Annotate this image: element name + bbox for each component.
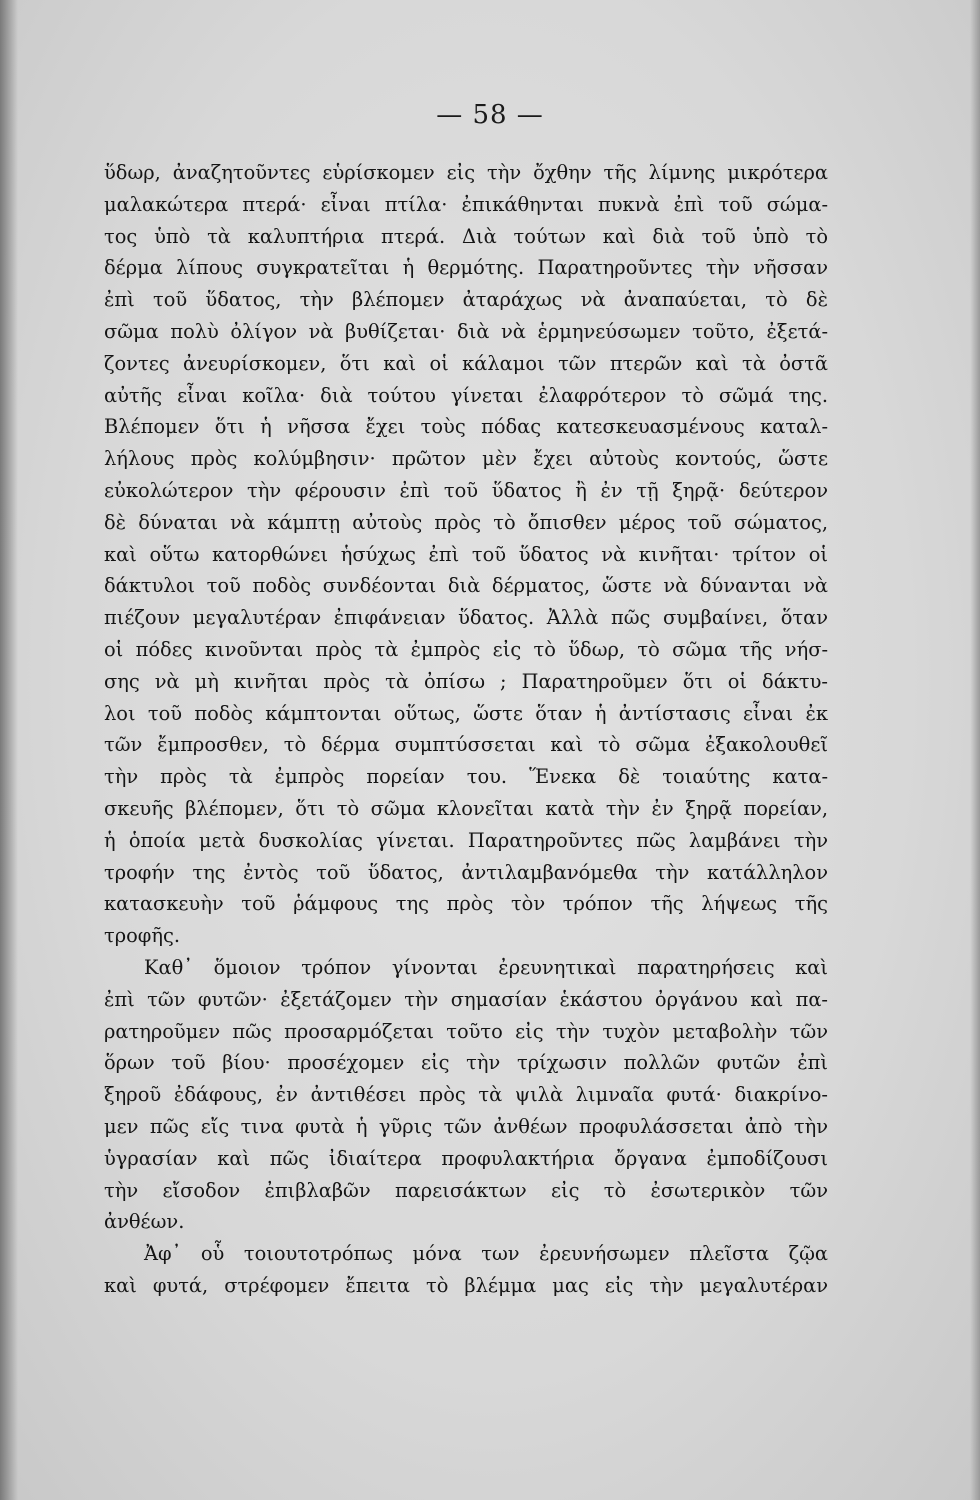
text-line: οἱ πόδες κινοῦνται πρὸς τὰ ἐμπρὸς εἰς τὸ ὕδωρ, τὸ σῶμα τῆς νήσ- bbox=[104, 637, 828, 661]
text-line: ἐπὶ τοῦ ὕδατος, τὴν βλέπομεν ἀταράχως νὰ ἀναπαύεται, τὸ δὲ bbox=[104, 288, 828, 312]
text-line: ξηροῦ ἐδάφους, ἐν ἀντιθέσει πρὸς τὰ ψιλὰ λιμναῖα φυτά· διακρίνο- bbox=[104, 1083, 828, 1107]
text-line: σης νὰ μὴ κινῆται πρὸς τὰ ὀπίσω ; Παρατηροῦμεν ὅτι οἱ δάκτυ- bbox=[104, 669, 828, 693]
page-number: — 58 — bbox=[436, 100, 544, 130]
page-edge bbox=[970, 0, 980, 1500]
text-line: εὐκολώτερον τὴν φέρουσιν ἐπὶ τοῦ ὕδατος ἢ ἐν τῇ ξηρᾷ· δεύτερον bbox=[104, 478, 828, 502]
text-line: τὴν πρὸς τὰ ἐμπρὸς πορείαν του. Ἕνεκα δὲ τοιαύτης κατα- bbox=[104, 765, 828, 789]
text-line: δέρμα λίπους συγκρατεῖται ἡ θερμότης. Παρατηροῦντες τὴν νῆσσαν bbox=[104, 256, 828, 280]
text-line: ζοντες ἀνευρίσκομεν, ὅτι καὶ οἱ κάλαμοι τῶν πτερῶν καὶ τὰ ὀστᾶ bbox=[104, 351, 828, 375]
text-line: Ἀφ᾽ οὗ τοιουτοτρόπως μόνα των ἐρευνήσωμεν πλεῖστα ζῷα bbox=[144, 1242, 828, 1266]
text-line: καὶ φυτά, στρέφομεν ἔπειτα τὸ βλέμμα μας εἰς τὴν μεγαλυτέραν bbox=[104, 1273, 828, 1297]
text-line: σκευῆς βλέπομεν, ὅτι τὸ σῶμα κλονεῖται κατὰ τὴν ἐν ξηρᾷ πορείαν, bbox=[104, 796, 828, 820]
text-line: ρατηροῦμεν πῶς προσαρμόζεται τοῦτο εἰς τὴν τυχὸν μεταβολὴν τῶν bbox=[104, 1019, 828, 1043]
text-line: τὴν εἴσοδον ἐπιβλαβῶν παρεισάκτων εἰς τὸ ἐσωτερικὸν τῶν bbox=[104, 1178, 828, 1202]
text-line: κατασκευὴν τοῦ ῥάμφους της πρὸς τὸν τρόπον τῆς λήψεως τῆς bbox=[104, 892, 828, 916]
text-line: μεν πῶς εἴς τινα φυτὰ ἡ γῦρις τῶν ἀνθέων προφυλάσσεται ἀπὸ τὴν bbox=[104, 1114, 828, 1138]
text-line: Βλέπομεν ὅτι ἡ νῆσσα ἔχει τοὺς πόδας κατεσκευασμένους καταλ- bbox=[104, 415, 828, 439]
body-text bbox=[104, 157, 828, 1302]
text-line: ὑγρασίαν καὶ πῶς ἰδιαίτερα προφυλακτήρια ὄργανα ἐμποδίζουσι bbox=[104, 1146, 828, 1170]
text-line: λοι τοῦ ποδὸς κάμπτονται οὕτως, ὥστε ὅταν ἡ ἀντίστασις εἶναι ἐκ bbox=[104, 701, 828, 725]
text-line: Καθ᾽ ὅμοιον τρόπον γίνονται ἐρευνητικαὶ παρατηρήσεις καὶ bbox=[144, 955, 828, 979]
text-line: πιέζουν μεγαλυτέραν ἐπιφάνειαν ὕδατος. Ἀλλὰ πῶς συμβαίνει, ὅταν bbox=[104, 606, 828, 630]
text-line: τῶν ἔμπροσθεν, τὸ δέρμα συμπτύσσεται καὶ τὸ σῶμα ἐξακολουθεῖ bbox=[104, 733, 828, 757]
text-line: αὐτῆς εἶναι κοῖλα· διὰ τούτου γίνεται ἐλαφρότερον τὸ σῶμά της. bbox=[104, 383, 828, 407]
spine-shadow bbox=[0, 0, 18, 1500]
text-line: μαλακώτερα πτερά· εἶναι πτίλα· ἐπικάθηνται πυκνὰ ἐπὶ τοῦ σώμα- bbox=[104, 192, 828, 216]
text-line: καὶ οὕτω κατορθώνει ἡσύχως ἐπὶ τοῦ ὕδατος νὰ κινῆται· τρίτον οἱ bbox=[104, 542, 828, 566]
text-line: ἡ ὁποία μετὰ δυσκολίας γίνεται. Παρατηροῦντες πῶς λαμβάνει τὴν bbox=[104, 828, 828, 852]
text-line: δάκτυλοι τοῦ ποδὸς συνδέονται διὰ δέρματος, ὥστε νὰ δύνανται νὰ bbox=[104, 574, 828, 598]
text-line: δὲ δύναται νὰ κάμπτῃ αὐτοὺς πρὸς τὸ ὄπισθεν μέρος τοῦ σώματος, bbox=[104, 510, 828, 534]
text-line: ὅρων τοῦ βίου· προσέχομεν εἰς τὴν τρίχωσιν πολλῶν φυτῶν ἐπὶ bbox=[104, 1051, 828, 1075]
text-line: τος ὑπὸ τὰ καλυπτήρια πτερά. Διὰ τούτων καὶ διὰ τοῦ ὑπὸ τὸ bbox=[104, 224, 828, 248]
text-line: ἐπὶ τῶν φυτῶν· ἐξετάζομεν τὴν σημασίαν ἑκάστου ὀργάνου καὶ πα- bbox=[104, 987, 828, 1011]
text-line: λήλους πρὸς κολύμβησιν· πρῶτον μὲν ἔχει αὐτοὺς κοντούς, ὥστε bbox=[104, 447, 828, 471]
text-line: τροφῆς. bbox=[104, 924, 181, 948]
text-line: σῶμα πολὺ ὀλίγον νὰ βυθίζεται· διὰ νὰ ἑρμηνεύσωμεν τοῦτο, ἐξετά- bbox=[104, 319, 828, 343]
text-line: ἀνθέων. bbox=[104, 1210, 185, 1234]
text-line: ὕδωρ, ἀναζητοῦντες εὑρίσκομεν εἰς τὴν ὄχθην τῆς λίμνης μικρότερα bbox=[104, 161, 828, 184]
text-line: τροφήν της ἐντὸς τοῦ ὕδατος, ἀντιλαμβανόμεθα τὴν κατάλληλον bbox=[104, 860, 828, 884]
